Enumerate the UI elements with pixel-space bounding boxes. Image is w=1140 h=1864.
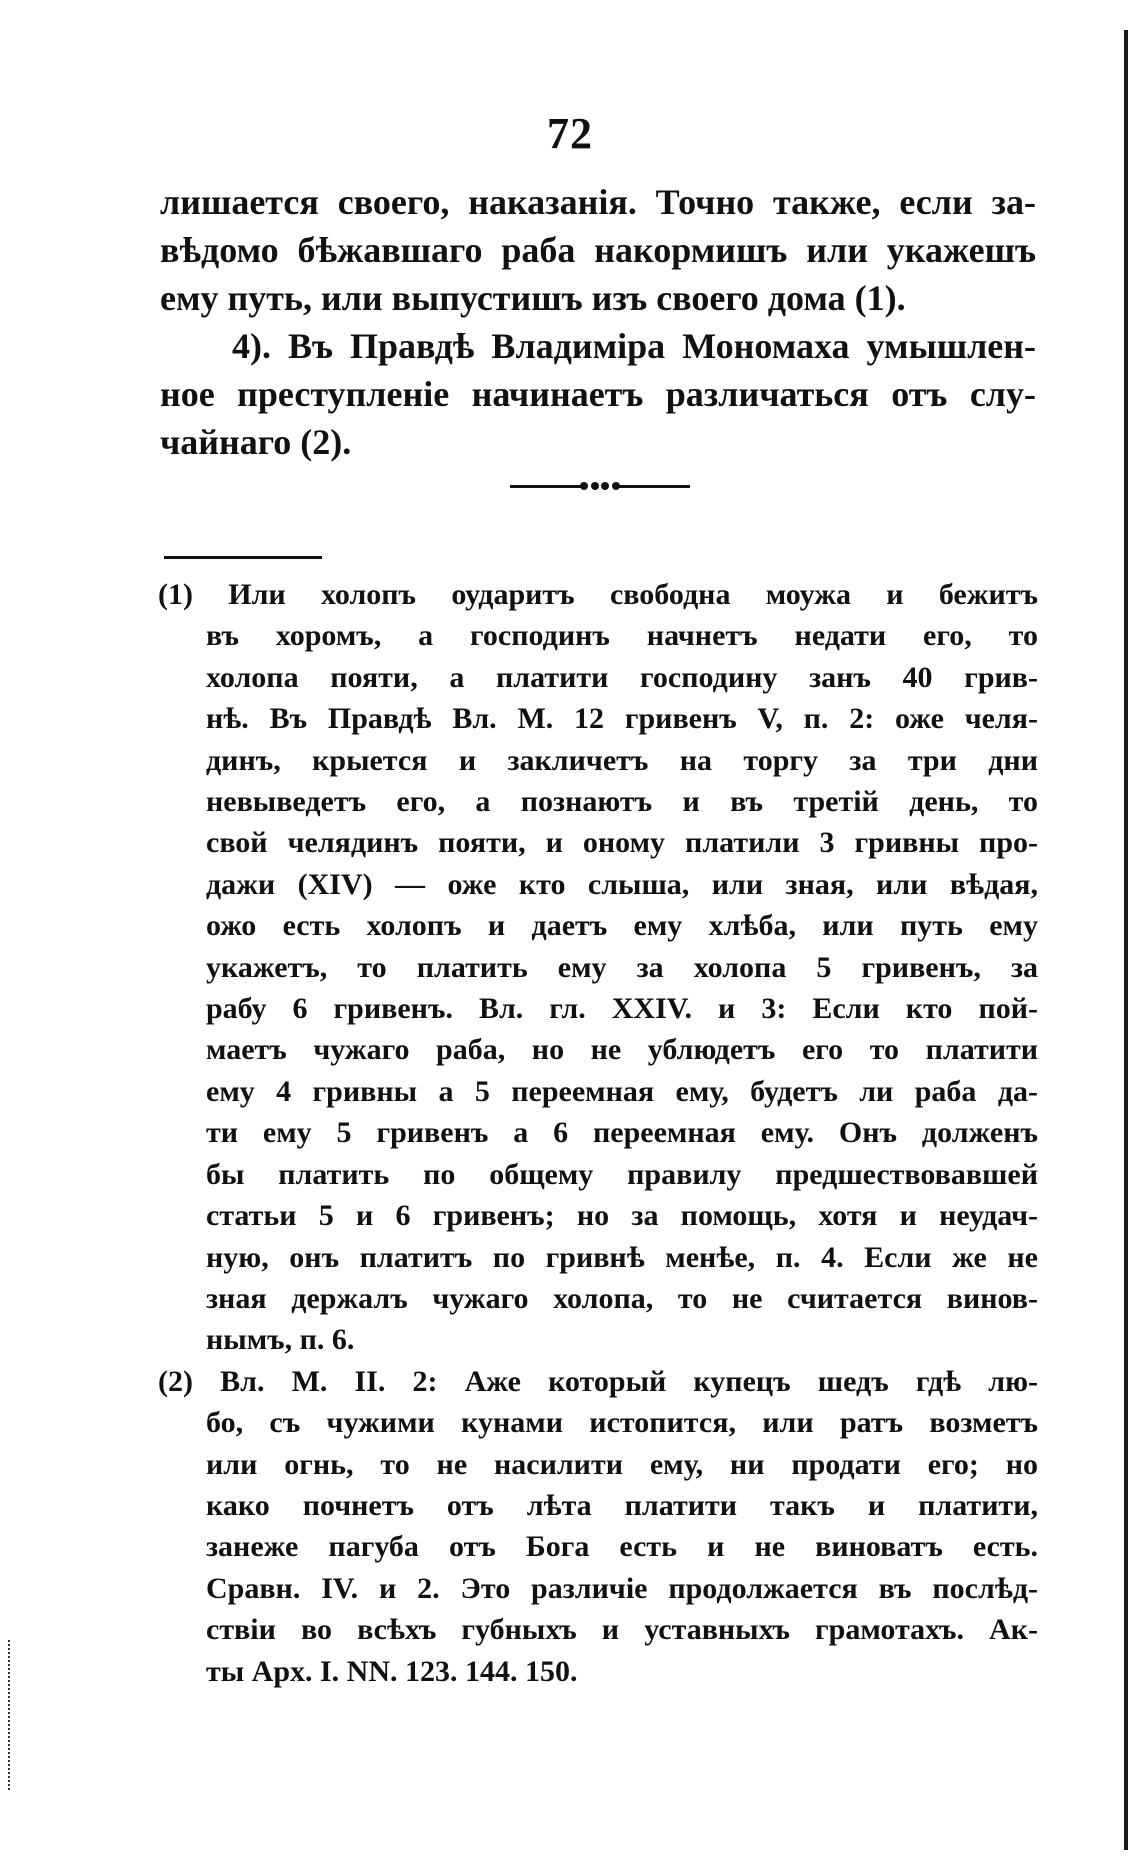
footnote-rule [164, 556, 322, 559]
footnote-1-line: рабу 6 гривенъ. Вл. гл. XXIV. и 3: Если кто пой- [206, 992, 1038, 1026]
ornament-bar-left [510, 485, 582, 488]
footnote-1-line: бы платить по общему правилу предшествовавшей [206, 1157, 1038, 1191]
main-text-line: вѣдомо бѣжавшаго раба накормишъ или укажешъ [160, 230, 1036, 270]
main-text-line: 4). Въ Правдѣ Владиміра Мономаха умышлен- [232, 326, 1036, 366]
footnote-1-line: (1) Или холопъ оударитъ свободна моужа и бежитъ [158, 578, 1038, 611]
footnote-2-line: ствіи во всѣхъ губныхъ и уставныхъ грамотахъ. Ак- [206, 1613, 1038, 1647]
page-number: 72 [547, 109, 593, 158]
footnote-1-line: статьи 5 и 6 гривенъ; но за помощь, хотя и неудач- [206, 1199, 1038, 1233]
ornament-dot [591, 482, 599, 490]
footnotes [158, 574, 1038, 1692]
footnote-2-line: како почнетъ отъ лѣта платити такъ и платити, [206, 1488, 1038, 1522]
footnote-1-line: нымъ, п. 6. [206, 1323, 355, 1357]
ornament-dot [601, 482, 609, 490]
footnote-1-line: ти ему 5 гривенъ а 6 переемная ему. Онъ долженъ [206, 1116, 1038, 1150]
main-text [160, 178, 1036, 466]
main-text-line: ное преступленіе начинаетъ различаться отъ слу- [160, 374, 1036, 414]
footnote-2-line: Сравн. IV. и 2. Это различіе продолжается въ послѣд- [206, 1571, 1038, 1605]
footnote-1-line: въ хоромъ, а господинъ начнетъ недати его, то [206, 619, 1038, 653]
ornament-bar-right [618, 485, 690, 488]
footnote-2-line: бо, съ чужими кунами истопится, или ратъ возметъ [206, 1406, 1038, 1440]
main-text-line: лишается своего, наказанія. Точно также, если за- [160, 182, 1036, 222]
page-edge-shadow [1124, 30, 1128, 1850]
footnote-1-line: зная держалъ чужаго холопа, то не считается винов- [206, 1281, 1038, 1315]
footnote-1-line: свой челядинъ пояти, и оному платили 3 гривны про- [206, 826, 1038, 860]
footnote-1-line: укажетъ, то платить ему за холопа 5 гривенъ, за [206, 950, 1038, 984]
footnote-1-line: маетъ чужаго раба, но не ублюдетъ его то платити [206, 1033, 1038, 1067]
ornament-dot [580, 482, 588, 490]
footnote-1-line: дажи (XIV) — оже кто слыша, или зная, или вѣдая, [206, 867, 1038, 901]
main-text-line: ему путь, или выпустишъ изъ своего дома (1). [160, 278, 906, 318]
footnote-1-line: ную, онъ платитъ по гривнѣ менѣе, п. 4. Если же не [206, 1240, 1038, 1274]
footnote-1-line: динъ, крыется и закличетъ на торгу за три дни [206, 743, 1038, 777]
footnote-2-line: ты Арх. I. NN. 123. 144. 150. [206, 1654, 578, 1688]
section-ornament [510, 480, 690, 492]
footnote-1-line: холопа пояти, а платити господину занъ 40 грив- [206, 660, 1038, 694]
main-text-line: чайнаго (2). [160, 422, 352, 462]
footnote-2-line: занеже пагуба отъ Бога есть и не виноватъ есть. [206, 1530, 1038, 1564]
scan-margin-marks [8, 1640, 13, 1790]
footnote-1-line: нѣ. Въ Правдѣ Вл. М. 12 гривенъ V, п. 2: оже челя- [206, 702, 1038, 736]
footnote-1-line: ему 4 гривны а 5 переемная ему, будетъ ли раба да- [206, 1074, 1038, 1108]
ornament-dots [580, 480, 620, 492]
footnote-2-line: или огнь, то не насилити ему, ни продати его; но [206, 1447, 1038, 1481]
footnote-2-line: (2) Вл. М. II. 2: Аже который купецъ шедъ гдѣ лю- [158, 1364, 1038, 1398]
footnote-1-line: ожо есть холопъ и даетъ ему хлѣба, или путь ему [206, 909, 1038, 943]
footnote-1-line: невыведетъ его, а познаютъ и въ третій день, то [206, 785, 1038, 819]
